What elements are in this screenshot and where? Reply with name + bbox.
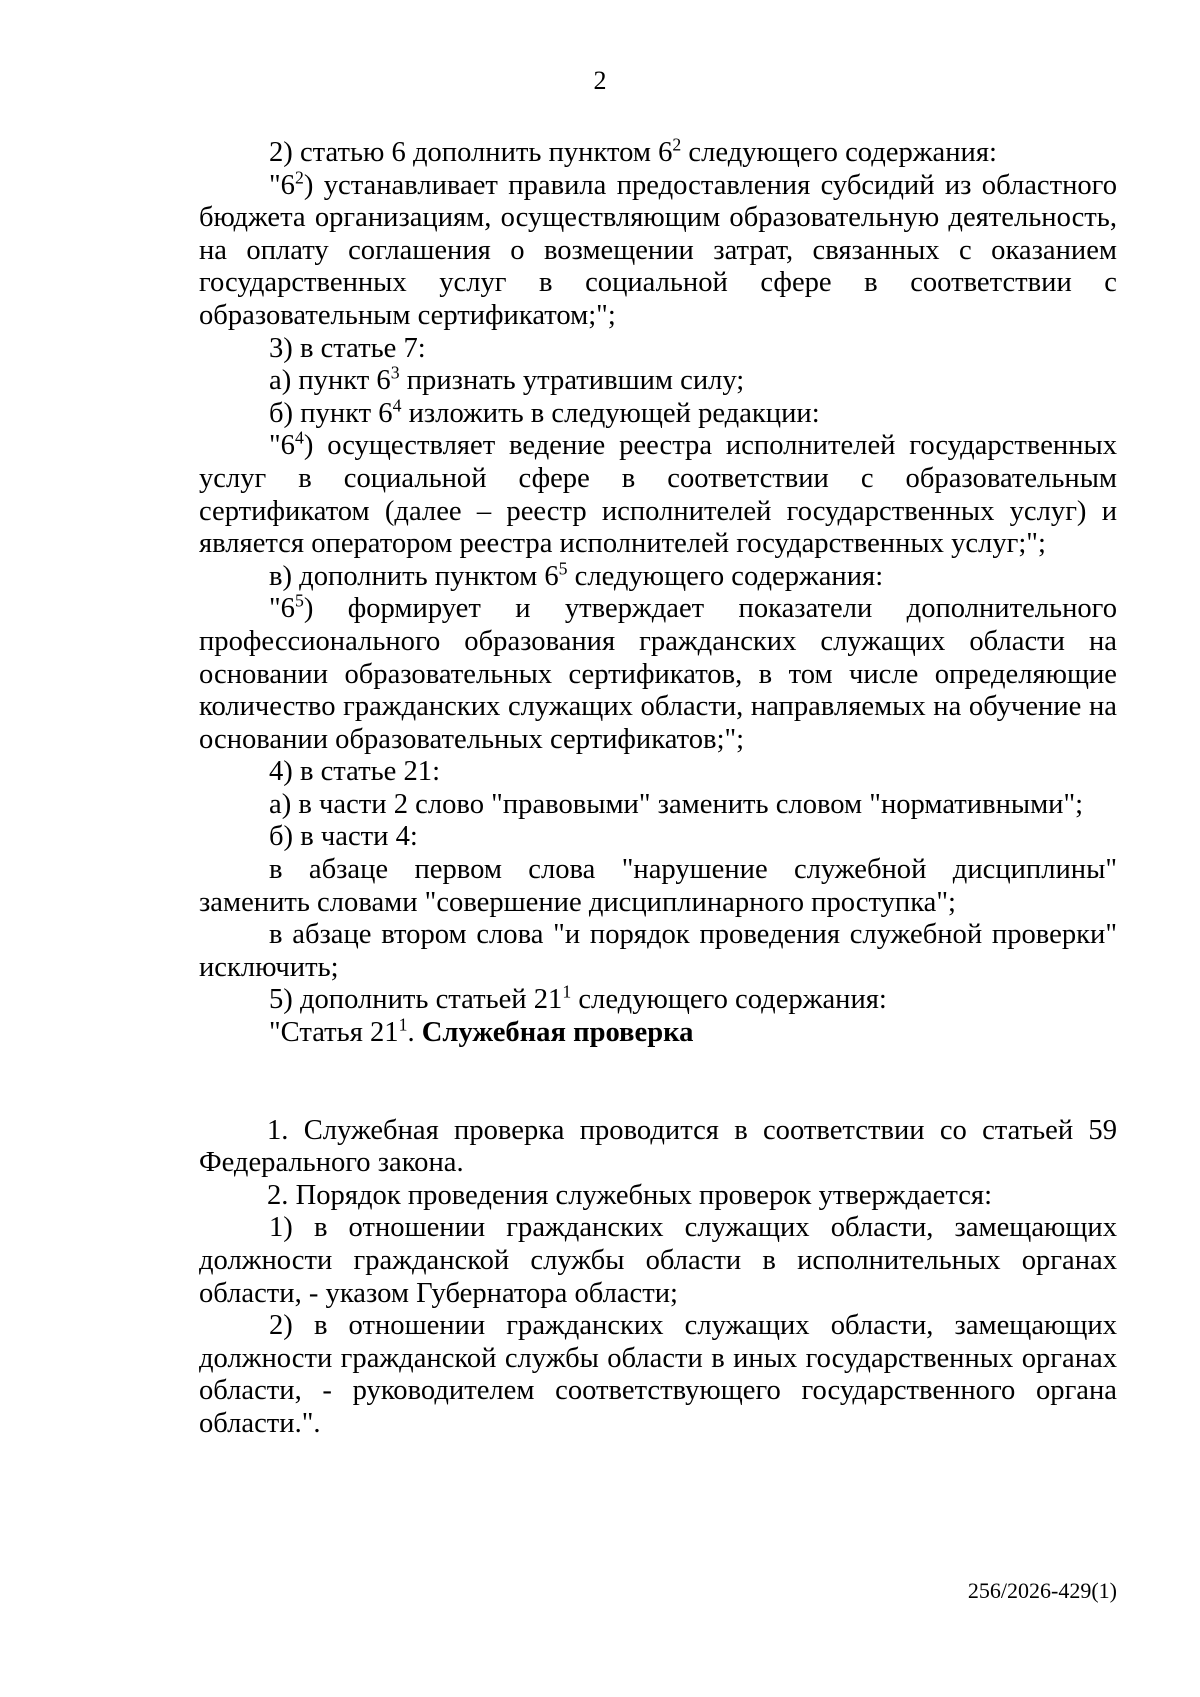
paragraph-first-abzac: в абзаце первом слова "нарушение служебной дисциплины" заменить словами "совершение дисциплинарного проступка"; (199, 854, 1117, 918)
paragraph-point-6-2: "$6^2$) устанавливает правила предоставления субсидий из областного бюджета организациям, осуществляющим образовательную деятельность, на оплату соглашения о возмещении затрат, связанных с оказанием государственных услуг в социальной сфере в соответствии с образовательным сертификатом;"; (199, 167, 1117, 331)
paragraph-article-21-part-2: а) в части 2 слово "правовыми" заменить словом "нормативными"; (269, 788, 1084, 820)
document-body (199, 134, 1117, 1441)
paragraph-point-6-4: б) пункт $6^4$ изложить в следующей редакции: (269, 395, 820, 429)
paragraph-add-article-21-1: 5) дополнить статьей $21^1$ следующего содержания: (269, 981, 887, 1016)
page-number: 2 (593, 66, 607, 95)
paragraph-article-21-1-item-2: 2. Порядок проведения служебных проверок утверждается: (267, 1179, 993, 1211)
paragraph-point-6-5-text: "$6^5$) формирует и утверждает показатели дополнительного профессионального образования гражданских служащих области на основании образовательных сертификатов, в том числе определяющие количество гражданских служащих области, направляемых на обучение на основании образовательных сертификатов;"; (199, 590, 1117, 755)
article-21-1-heading: "Статья $21^1$. Служебная проверка (269, 1014, 694, 1049)
paragraph-article-7: 3) в статье 7: (269, 332, 426, 364)
paragraph-point-6-5: в) дополнить пунктом $6^5$ следующего содержания: (269, 558, 884, 592)
paragraph-point-6-4-text: "$6^4$) осуществляет ведение реестра исполнителей государственных услуг в социальной сфере в соответствии с образовательным сертификатом (далее – реестр исполнителей государственных услуг) и является оператором реестра исполнителей государственных услуг;"; (199, 427, 1117, 560)
document-code: 256/2026-429(1) (967, 1578, 1117, 1603)
paragraph-article-21: 4) в статье 21: (269, 756, 441, 788)
paragraph-subitem-2: 2) в отношении гражданских служащих области, замещающих должности гражданской службы области в иных государственных органах области, - руководителем соответствующего государственного органа области.". (199, 1310, 1117, 1439)
heading-spacer (199, 1050, 1117, 1115)
paragraph-point-6-3: а) пункт $6^3$ признать утратившим силу; (269, 362, 745, 397)
paragraph-article-21-part-4: б) в части 4: (269, 821, 418, 853)
paragraph-article-21-1-item-1: 1. Служебная проверка проводится в соответствии со статьей 59 Федерального закона. (199, 1114, 1117, 1179)
paragraph-amend-article-6: 2) статью 6 дополнить пунктом $6^2$ следующего содержания: (269, 134, 997, 168)
paragraph-subitem-1: 1) в отношении гражданских служащих области, замещающих должности гражданской службы области в исполнительных органах области, - указом Губернатора области; (199, 1212, 1117, 1309)
paragraph-second-abzac: в абзаце втором слова "и порядок проведения служебной проверки" исключить; (199, 919, 1117, 983)
